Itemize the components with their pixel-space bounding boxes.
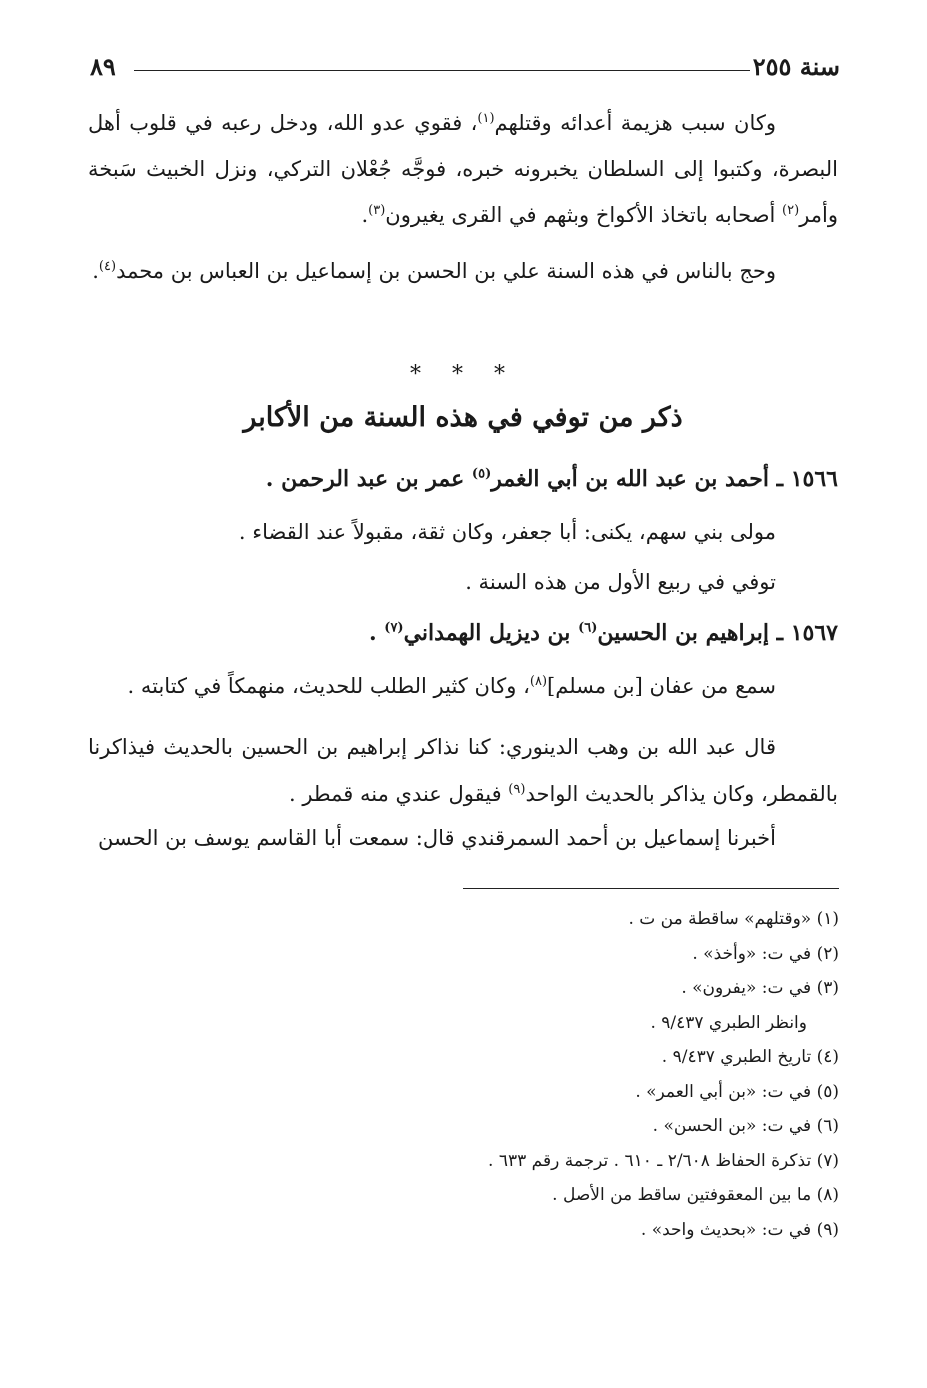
paragraph-defeat: وكان سبب هزيمة أعدائه وقتلهم$^{(١)}$، فقوي عدو الله، ودخل رعبه في قلوب أهل البصرة، وكتبوا إلى السلطان يخبرونه خبره، فوجَّه جُعْلان التركي، ونزل الخبيث سَبخة وأمر$^{(٢)}$ أصحابه باتخاذ الأكواخ وبثهم في القرى يغيرون$^{(٣)}$. (88, 111, 838, 227)
header-rule (134, 70, 750, 71)
footnote-3-continued: وانظر الطبري ٩/٤٣٧ . (650, 1012, 807, 1033)
footnote-2: (٢) في ت: «وأخذ» . (692, 943, 839, 964)
footnote-1: (١) «وقتلهم» ساقطة من ت . (628, 909, 839, 929)
entry-heading-1567: ١٥٦٧ ـ إبراهيم بن الحسين$^{(٦)}$ بن ديزيل الهمداني$^{(٧)}$ . (368, 620, 838, 646)
footnote-ref: (٥) (471, 466, 492, 482)
entry-1566-line-2: توفي في ربيع الأول من هذه السنة . (465, 570, 776, 594)
year-label: سنة ٢٥٥ (752, 52, 840, 81)
footnotes (239, 902, 839, 1247)
footnote-ref: (٣) (368, 203, 386, 218)
footnote-rule (463, 888, 839, 889)
footnote-ref: (١) (477, 111, 495, 126)
section-title: ذكر من توفي في هذه السنة من الأكابر (243, 402, 683, 433)
footnote-9: (٩) في ت: «بحديث واحد» . (640, 1219, 839, 1240)
footnote-8: (٨) ما بين المعقوفتين ساقط من الأصل . (552, 1185, 839, 1205)
entry-heading-1566: ١٥٦٦ ـ أحمد بن عبد الله بن أبي الغمر$^{(٥)}$ عمر بن عبد الرحمن . (265, 466, 838, 492)
footnote-ref: (٧) (384, 620, 404, 636)
intro-text (88, 100, 838, 294)
footnote-ref: (٩) (508, 782, 526, 797)
footnote-ref: (٢) (782, 203, 800, 218)
footnote-5: (٥) في ت: «بن أبي العمر» . (635, 1081, 839, 1102)
footnote-7: (٧) تذكرة الحفاظ ٢/٦٠٨ ـ ٦١٠ . ترجمة رقم ٦٣٣ . (488, 1150, 839, 1171)
footnote-ref: (٤) (98, 259, 117, 274)
entry-1567-paragraph-2: قال عبد الله بن وهب الدينوري: كنا نذاكر إبراهيم بن الحسين بالحديث فيذاكرنا بالقمطر، وكان يذاكر بالحديث الواحد$^{(٩)}$ فيقول عندي منه قمطر . (88, 735, 838, 806)
footnote-ref: (٨) (529, 674, 548, 689)
entry-1567-paragraph-3: أخبرنا إسماعيل بن أحمد السمرقندي قال: سمعت أبا القاسم يوسف بن الحسن (97, 826, 776, 850)
entry-1566-line-1: مولى بني سهم، يكنى: أبا جعفر، وكان ثقة، مقبولاً عند القضاء . (238, 520, 776, 544)
section-separator: * * * (410, 362, 517, 387)
footnote-ref: (٦) (578, 620, 598, 636)
running-header (90, 52, 840, 86)
paragraph-hajj: وحج بالناس في هذه السنة علي بن الحسن بن إسماعيل بن العباس بن محمد$^{(٤)}$. (92, 259, 776, 283)
footnote-3: (٣) في ت: «يفرون» . (681, 978, 839, 998)
footnote-6: (٦) في ت: «بن الحسن» . (652, 1116, 839, 1136)
page-number: ٨٩ (90, 52, 116, 81)
footnote-4: (٤) تاريخ الطبري ٩/٤٣٧ . (661, 1047, 839, 1067)
entry-1567-line-1: سمع من عفان [بن مسلم]$^{(٨)}$، وكان كثير الطلب للحديث، منهمكاً في كتابته . (127, 674, 776, 698)
